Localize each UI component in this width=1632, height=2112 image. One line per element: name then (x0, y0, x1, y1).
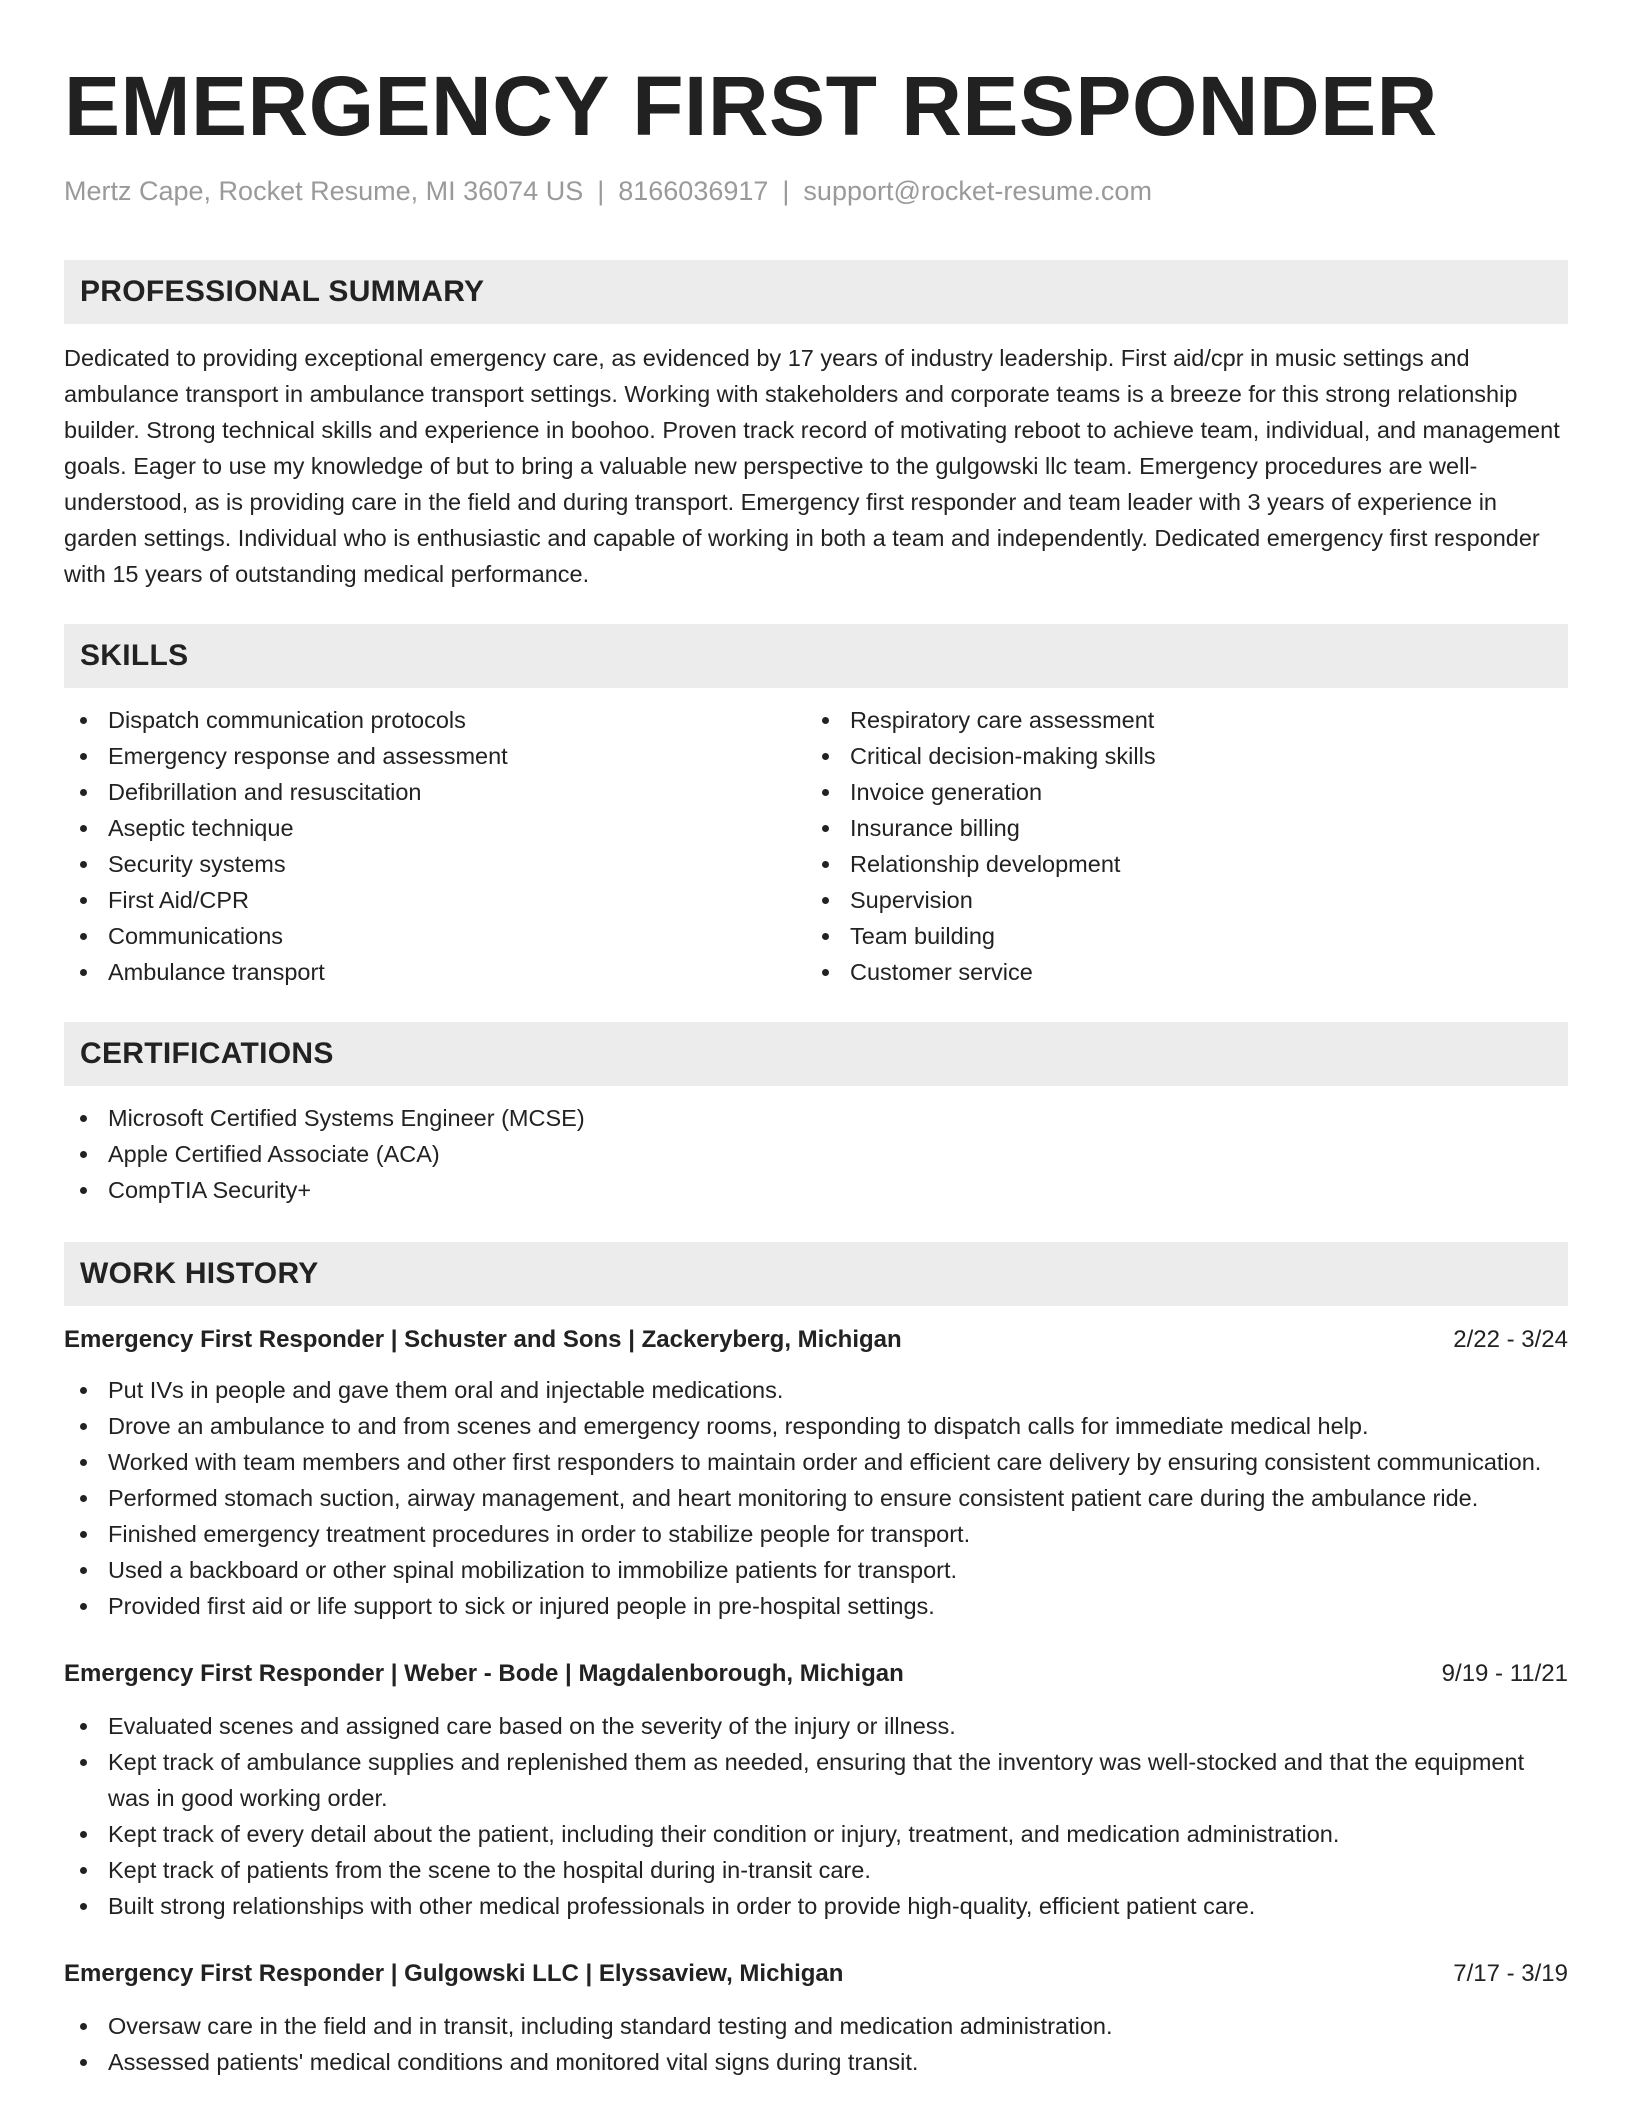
job-bullet: Assessed patients' medical conditions and monitored vital signs during transit. (64, 2044, 1568, 2080)
summary-text: Dedicated to providing exceptional emergency care, as evidenced by 17 years of industry leadership. First aid/cpr in music settings and ambulance transport in ambulance transport settings. Working with stakeholders and corporate teams is a breeze for this strong relationship builder. Strong technical skills and experience in boohoo. Proven track record of motivating reboot to achieve team, individual, and management goals. Eager to use my knowledge of but to bring a valuable new perspective to the gulgowski llc team. Emergency procedures are well-understood, as is providing care in the field and during transport. Emergency first responder and team leader with 3 years of experience in garden settings. Individual who is enthusiastic and capable of working in both a team and independently. Dedicated emergency first responder with 15 years of outstanding medical performance. (64, 345, 1560, 587)
job-bullets (64, 2008, 1568, 2080)
job-title: Emergency First Responder | Weber - Bode | Magdalenborough, Michigan (64, 1660, 904, 1687)
skill-item: Security systems (64, 846, 806, 882)
job-title: Emergency First Responder | Gulgowski LLC | Elyssaview, Michigan (64, 1960, 844, 1987)
job-bullet: Put IVs in people and gave them oral and injectable medications. (64, 1372, 1568, 1408)
certification-item: Apple Certified Associate (ACA) (64, 1136, 1568, 1172)
certification-item: Microsoft Certified Systems Engineer (MCSE) (64, 1100, 1568, 1136)
skill-item: Relationship development (806, 846, 1548, 882)
job-bullet: Built strong relationships with other medical professionals in order to provide high-quality, efficient patient care. (64, 1888, 1568, 1924)
job-dates: 7/17 - 3/19 (1453, 1960, 1568, 1987)
certifications-list (64, 1100, 1568, 1208)
skills-column-left (64, 702, 806, 990)
job-bullet: Kept track of every detail about the patient, including their condition or injury, treatment, and medication administration. (64, 1816, 1568, 1852)
resume-page (64, 0, 1568, 2080)
job-header (64, 1656, 1568, 1692)
certifications-heading: CERTIFICATIONS (64, 1022, 1568, 1086)
job-header (64, 1322, 1568, 1358)
skill-item: Defibrillation and resuscitation (64, 774, 806, 810)
skill-item: Dispatch communication protocols (64, 702, 806, 738)
contact-email: support@rocket-resume.com (803, 176, 1152, 206)
job-bullet: Oversaw care in the field and in transit, including standard testing and medication administration. (64, 2008, 1568, 2044)
skill-item: Respiratory care assessment (806, 702, 1548, 738)
skill-item: Invoice generation (806, 774, 1548, 810)
skill-item: Customer service (806, 954, 1548, 990)
job-bullet: Evaluated scenes and assigned care based on the severity of the injury or illness. (64, 1708, 1568, 1744)
summary-heading: PROFESSIONAL SUMMARY (64, 260, 1568, 324)
skill-item: Insurance billing (806, 810, 1548, 846)
job-header (64, 1956, 1568, 1992)
job-entry (64, 1322, 1568, 1624)
job-bullet: Finished emergency treatment procedures in order to stabilize people for transport. (64, 1516, 1568, 1552)
skill-item: Aseptic technique (64, 810, 806, 846)
job-bullet: Provided first aid or life support to sick or injured people in pre-hospital settings. (64, 1588, 1568, 1624)
skill-item: Ambulance transport (64, 954, 806, 990)
job-title: Emergency First Responder | Schuster and Sons | Zackeryberg, Michigan (64, 1326, 902, 1353)
skill-item: First Aid/CPR (64, 882, 806, 918)
contact-separator: | (597, 176, 605, 206)
contact-phone: 8166036917 (618, 176, 769, 206)
job-dates: 2/22 - 3/24 (1453, 1326, 1568, 1353)
job-entry (64, 1956, 1568, 2080)
job-bullets (64, 1372, 1568, 1624)
skill-item: Critical decision-making skills (806, 738, 1548, 774)
job-entry (64, 1656, 1568, 1924)
job-dates: 9/19 - 11/21 (1441, 1660, 1568, 1687)
contact-line (64, 174, 1568, 208)
job-bullet: Kept track of patients from the scene to the hospital during in-transit care. (64, 1852, 1568, 1888)
job-bullet: Drove an ambulance to and from scenes and emergency rooms, responding to dispatch calls for immediate medical help. (64, 1408, 1568, 1444)
work-history-heading: WORK HISTORY (64, 1242, 1568, 1306)
skills-heading: SKILLS (64, 624, 1568, 688)
skills-column-right (806, 702, 1548, 990)
skill-item: Team building (806, 918, 1548, 954)
skill-item: Supervision (806, 882, 1548, 918)
certification-item: CompTIA Security+ (64, 1172, 1568, 1208)
candidate-name: EMERGENCY FIRST RESPONDER (64, 59, 1438, 153)
contact-separator: | (782, 176, 790, 206)
job-bullets (64, 1708, 1568, 1924)
contact-address: Mertz Cape, Rocket Resume, MI 36074 US (64, 176, 584, 206)
job-bullet: Worked with team members and other first responders to maintain order and efficient care delivery by ensuring consistent communication. (64, 1444, 1568, 1480)
job-bullet: Kept track of ambulance supplies and replenished them as needed, ensuring that the inventory was well-stocked and that the equipment was in good working order. (64, 1744, 1568, 1816)
skills-list (64, 702, 1568, 990)
job-bullet: Performed stomach suction, airway management, and heart monitoring to ensure consistent patient care during the ambulance ride. (64, 1480, 1568, 1516)
skill-item: Communications (64, 918, 806, 954)
skill-item: Emergency response and assessment (64, 738, 806, 774)
job-bullet: Used a backboard or other spinal mobilization to immobilize patients for transport. (64, 1552, 1568, 1588)
